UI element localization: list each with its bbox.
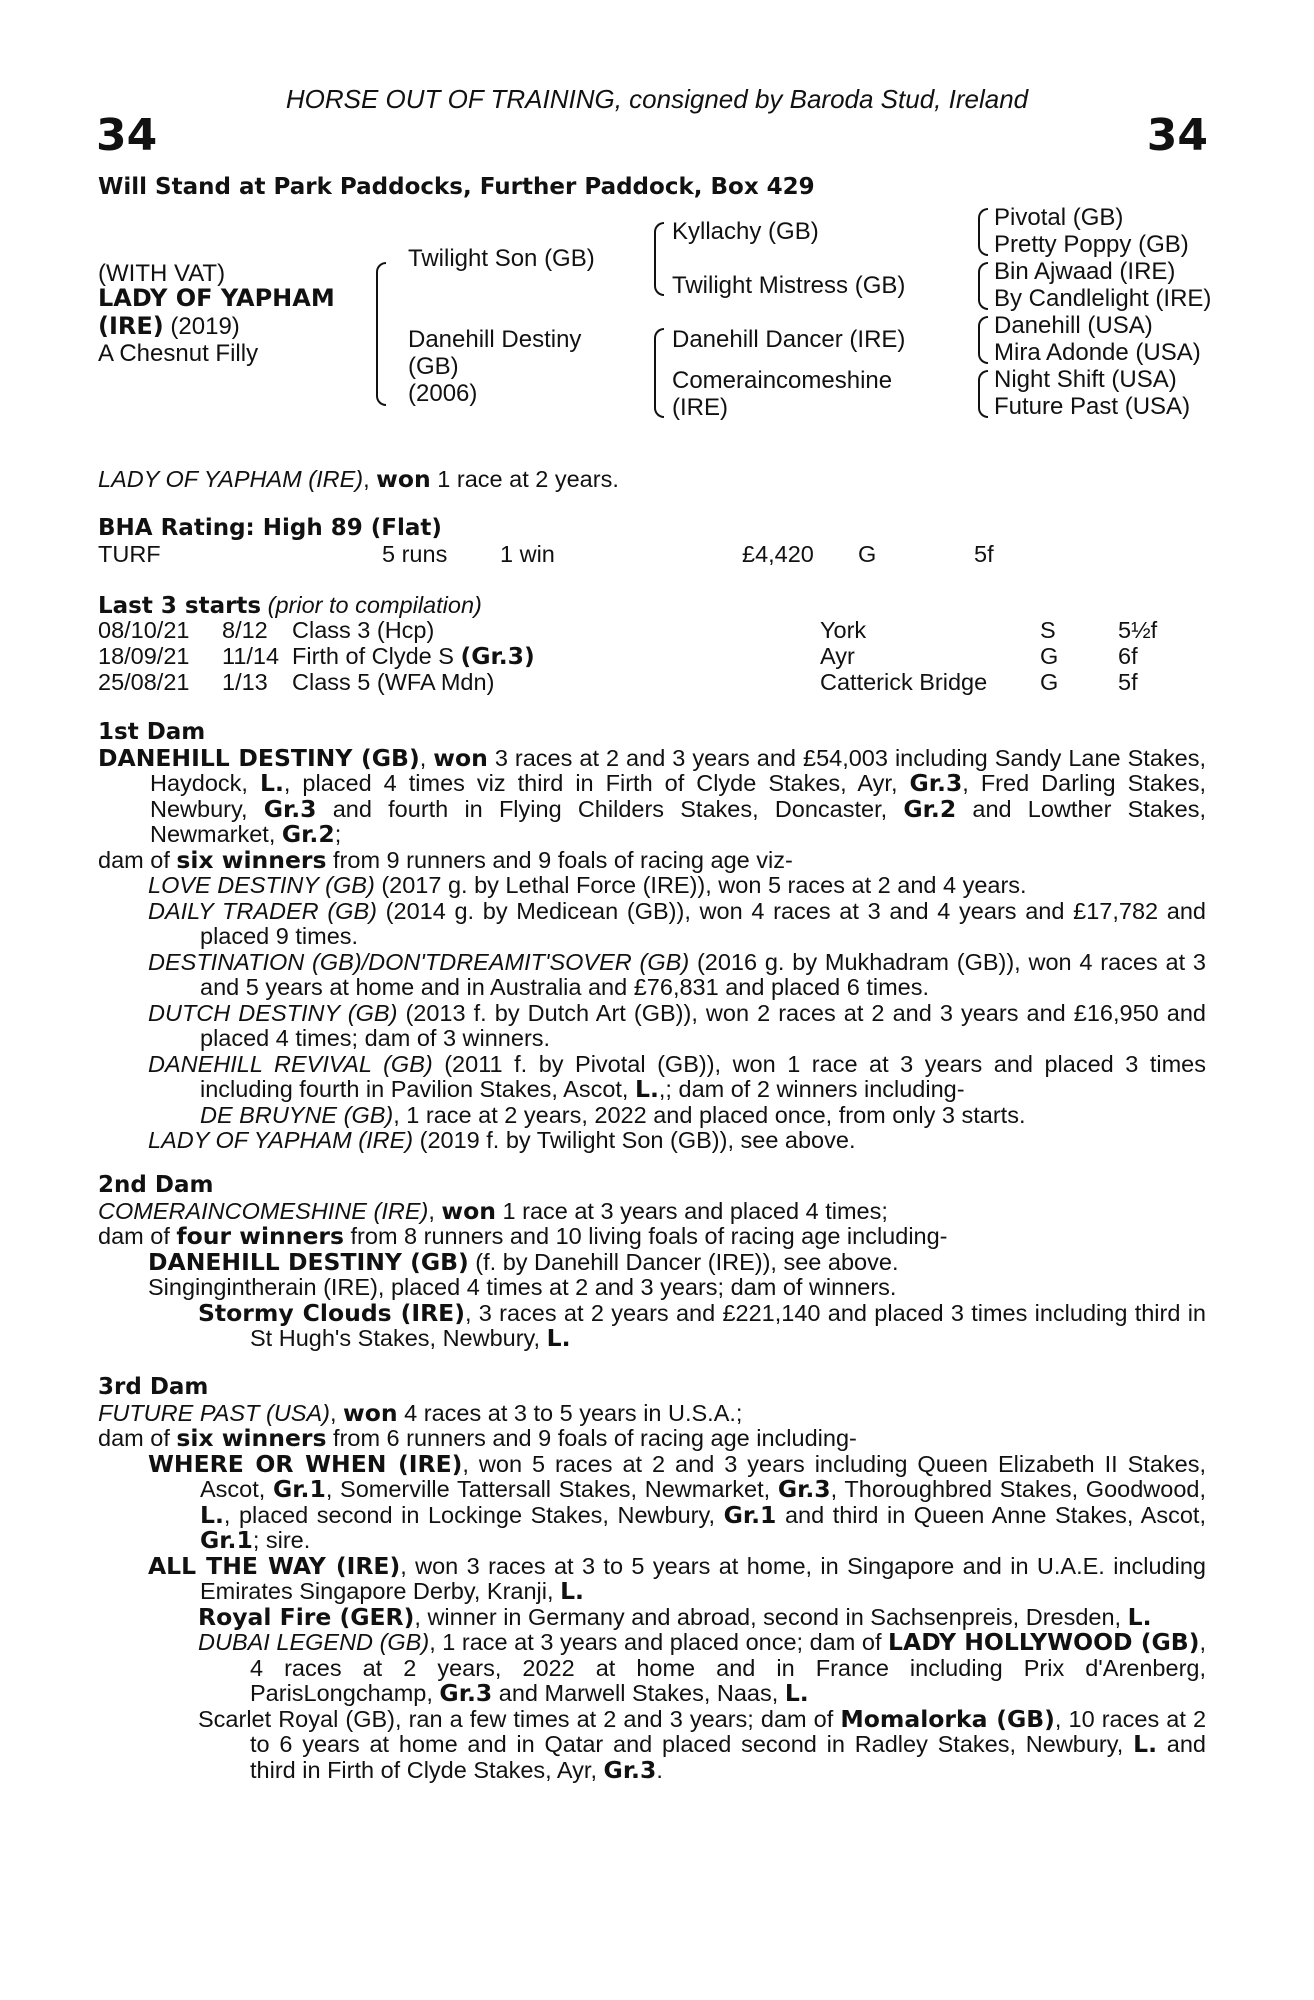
start-distance: 5f bbox=[1118, 669, 1138, 695]
start-going: S bbox=[1040, 617, 1056, 643]
grand-offspring-entry: Royal Fire (GER), winner in Germany and abroad, second in Sachsenpreis, Dresden, L. bbox=[198, 1602, 1152, 1631]
offspring-entry: WHERE OR WHEN (IRE), won 5 races at 2 and 3 years including Queen Elizabeth II Stakes, Ascot, Gr.1, Somerville Tattersall Stakes, Newmarket, Gr.3, Thoroughbred Stakes, Goodwood, L., placed second in Lockinge Stakes, Newbury, Gr.1 and third in Queen Anne Stakes, Ascot, Gr.1; sire. bbox=[148, 1449, 1206, 1554]
rating-surface: TURF bbox=[98, 541, 161, 567]
start-course: Ayr bbox=[820, 643, 855, 669]
offspring-entry: LADY OF YAPHAM (IRE) (2019 f. by Twilight Son (GB)), see above. bbox=[148, 1127, 856, 1153]
dam-dam-line-1: Comeraincomeshine bbox=[672, 367, 893, 394]
pedigree-brace bbox=[978, 262, 988, 310]
offspring-entry: DANEHILL DESTINY (GB) (f. by Danehill Dancer (IRE)), see above. bbox=[148, 1247, 899, 1276]
offspring-entry: DESTINATION (GB)/DON'TDREAMIT'SOVER (GB) (2016 g. by Mukhadram (GB)), won 4 races at 3 and 5 years at home and in Australia and £76,831 and placed 6 times. bbox=[148, 948, 1206, 1000]
first-dam-heading: 1st Dam bbox=[98, 719, 206, 745]
second-dam-section bbox=[98, 1173, 1206, 1352]
sire-dam-sire: Bin Ajwaad (IRE) bbox=[994, 258, 1176, 285]
page-header-title: HORSE OUT OF TRAINING, consigned by Baroda Stud, Ireland bbox=[285, 84, 1029, 114]
start-course: Catterick Bridge bbox=[820, 669, 988, 695]
horse-name: LADY OF YAPHAM bbox=[98, 284, 335, 312]
sire-dam: Twilight Mistress (GB) bbox=[672, 272, 906, 299]
grand-offspring-entry: Stormy Clouds (IRE), 3 races at 2 years and £221,140 and placed 3 times including third in St Hugh's Stakes, Newbury, L. bbox=[198, 1298, 1206, 1352]
sire-sire: Kyllachy (GB) bbox=[672, 218, 819, 245]
offspring-entry: DANEHILL REVIVAL (GB) (2011 f. by Pivotal (GB)), won 1 race at 3 years and placed 3 times including fourth in Pavilion Stakes, Ascot, L.,; dam of 2 winners including- bbox=[148, 1050, 1206, 1103]
sire-sire-dam: Pretty Poppy (GB) bbox=[994, 231, 1189, 258]
grand-offspring-entry: DUBAI LEGEND (GB), 1 race at 3 years and placed once; dam of LADY HOLLYWOOD (GB), 4 races at 2 years, 2022 at home and in France including Prix d'Arenberg, ParisLongchamp, Gr.3 and Marwell Stakes, Naas, L. bbox=[198, 1628, 1206, 1707]
start-race: Firth of Clyde S (Gr.3) bbox=[292, 642, 535, 670]
start-position: 8/12 bbox=[222, 617, 268, 643]
dam-dam-line-2: (IRE) bbox=[672, 394, 728, 421]
offspring-entry: ALL THE WAY (IRE), won 3 races at 3 to 5 years at home, in Singapore and in U.A.E. including Emirates Singapore Derby, Kranji, L. bbox=[148, 1551, 1206, 1605]
start-distance: 5½f bbox=[1118, 617, 1158, 643]
rating-distance: 5f bbox=[974, 541, 994, 567]
horse-name-suffix-line bbox=[98, 312, 240, 341]
first-dam-section bbox=[98, 720, 1206, 1154]
dam-sire: Danehill Dancer (IRE) bbox=[672, 326, 906, 353]
race-summary: LADY OF YAPHAM (IRE), won 1 race at 2 years. bbox=[98, 465, 619, 493]
grand-offspring-entry: DE BRUYNE (GB), 1 race at 2 years, 2022 and placed once, from only 3 starts. bbox=[200, 1101, 1026, 1128]
start-position: 1/13 bbox=[222, 669, 268, 695]
second-dam-record: COMERAINCOMESHINE (IRE), won 1 race at 3 years and placed 4 times; bbox=[98, 1196, 888, 1225]
last-starts-heading: Last 3 starts (prior to compilation) bbox=[98, 592, 482, 619]
dam-sire-sire: Danehill (USA) bbox=[994, 312, 1153, 339]
sire-sire-sire: Pivotal (GB) bbox=[994, 204, 1124, 231]
offspring-entry: DUTCH DESTINY (GB) (2013 f. by Dutch Art (GB)), won 2 races at 2 and 3 years and £16,950 and placed 4 times; dam of 3 winners. bbox=[148, 999, 1206, 1051]
horse-country: (IRE) bbox=[98, 312, 164, 340]
start-race: Class 5 (WFA Mdn) bbox=[292, 669, 495, 695]
sire: Twilight Son (GB) bbox=[408, 245, 595, 272]
start-race: Class 3 (Hcp) bbox=[292, 617, 435, 643]
start-date: 25/08/21 bbox=[98, 669, 190, 695]
dam-sire-dam: Mira Adonde (USA) bbox=[994, 339, 1201, 366]
first-dam-produce-summary: dam of six winners from 9 runners and 9 foals of racing age viz- bbox=[98, 845, 793, 874]
stand-location: Will Stand at Park Paddocks, Further Paddock, Box 429 bbox=[98, 174, 815, 200]
rating-runs: 5 runs bbox=[382, 541, 448, 567]
grand-offspring-entry: Scarlet Royal (GB), ran a few times at 2 and 3 years; dam of Momalorka (GB), 10 races at 2 to 6 years at home and in Qatar and placed second in Radley Stakes, Newbury, L. and third in Firth of Clyde Stakes, Ayr, Gr.3. bbox=[198, 1704, 1207, 1784]
third-dam-record: FUTURE PAST (USA), won 4 races at 3 to 5 years in U.S.A.; bbox=[98, 1398, 743, 1427]
dam-line-1: Danehill Destiny bbox=[408, 326, 582, 353]
start-date: 18/09/21 bbox=[98, 643, 190, 669]
horse-year: (2019) bbox=[163, 313, 240, 340]
dam-dam-sire: Night Shift (USA) bbox=[994, 366, 1177, 393]
first-dam-record: DANEHILL DESTINY (GB), won 3 races at 2 and 3 years and £54,003 including Sandy Lane Stakes, Haydock, L., placed 4 times viz third in Firth of Clyde Stakes, Ayr, Gr.3, Fred Darling Stakes, Newbury, Gr.3 and fourth in Flying Childers Stakes, Doncaster, Gr.2 and Lowther Stakes, Newmarket, Gr.2; bbox=[98, 743, 1206, 848]
start-going: G bbox=[1040, 669, 1059, 695]
pedigree-brace bbox=[654, 328, 664, 418]
start-course: York bbox=[820, 617, 867, 643]
third-dam-produce-summary: dam of six winners from 6 runners and 9 foals of racing age including- bbox=[98, 1424, 857, 1452]
rating-heading: BHA Rating: High 89 (Flat) bbox=[98, 515, 442, 541]
rating-going: G bbox=[858, 541, 877, 567]
rating-prize: £4,420 bbox=[742, 541, 814, 567]
start-position: 11/14 bbox=[222, 643, 280, 669]
last-starts-table bbox=[98, 617, 1178, 695]
pedigree-brace bbox=[654, 222, 664, 296]
third-dam-heading: 3rd Dam bbox=[98, 1374, 209, 1400]
dam-dam-dam: Future Past (USA) bbox=[994, 393, 1191, 420]
offspring-entry: DAILY TRADER (GB) (2014 g. by Medicean (GB)), won 4 races at 3 and 4 years and £17,782 and placed 9 times. bbox=[148, 897, 1206, 949]
lot-number-right: 34 bbox=[1146, 110, 1208, 161]
start-date: 08/10/21 bbox=[98, 617, 190, 643]
rating-wins: 1 win bbox=[500, 541, 555, 567]
pedigree-brace bbox=[978, 370, 988, 418]
first-dam-offspring-list bbox=[98, 873, 1206, 1052]
offspring-entry: LOVE DESTINY (GB) (2017 g. by Lethal Force (IRE)), won 5 races at 2 and 4 years. bbox=[148, 872, 1027, 898]
horse-description: A Chesnut Filly bbox=[98, 340, 259, 367]
dam-line-2: (GB) bbox=[408, 353, 459, 380]
start-distance: 6f bbox=[1118, 643, 1138, 669]
vat-note: (WITH VAT) bbox=[98, 260, 226, 287]
pedigree-brace bbox=[978, 316, 988, 364]
start-row bbox=[98, 669, 1178, 695]
start-row bbox=[98, 643, 1178, 669]
second-dam-heading: 2nd Dam bbox=[98, 1172, 214, 1198]
pedigree-brace bbox=[978, 208, 988, 256]
offspring-entry: Singingintherain (IRE), placed 4 times at 2 and 3 years; dam of winners. bbox=[148, 1274, 897, 1300]
start-row bbox=[98, 617, 1178, 643]
sire-dam-dam: By Candlelight (IRE) bbox=[994, 285, 1212, 312]
lot-number-left: 34 bbox=[96, 110, 158, 161]
dam-line-3: (2006) bbox=[408, 380, 478, 407]
second-dam-produce-summary: dam of four winners from 8 runners and 10 living foals of racing age including- bbox=[98, 1222, 948, 1250]
third-dam-section bbox=[98, 1375, 1206, 1783]
pedigree-brace bbox=[376, 262, 386, 406]
start-going: G bbox=[1040, 643, 1059, 669]
